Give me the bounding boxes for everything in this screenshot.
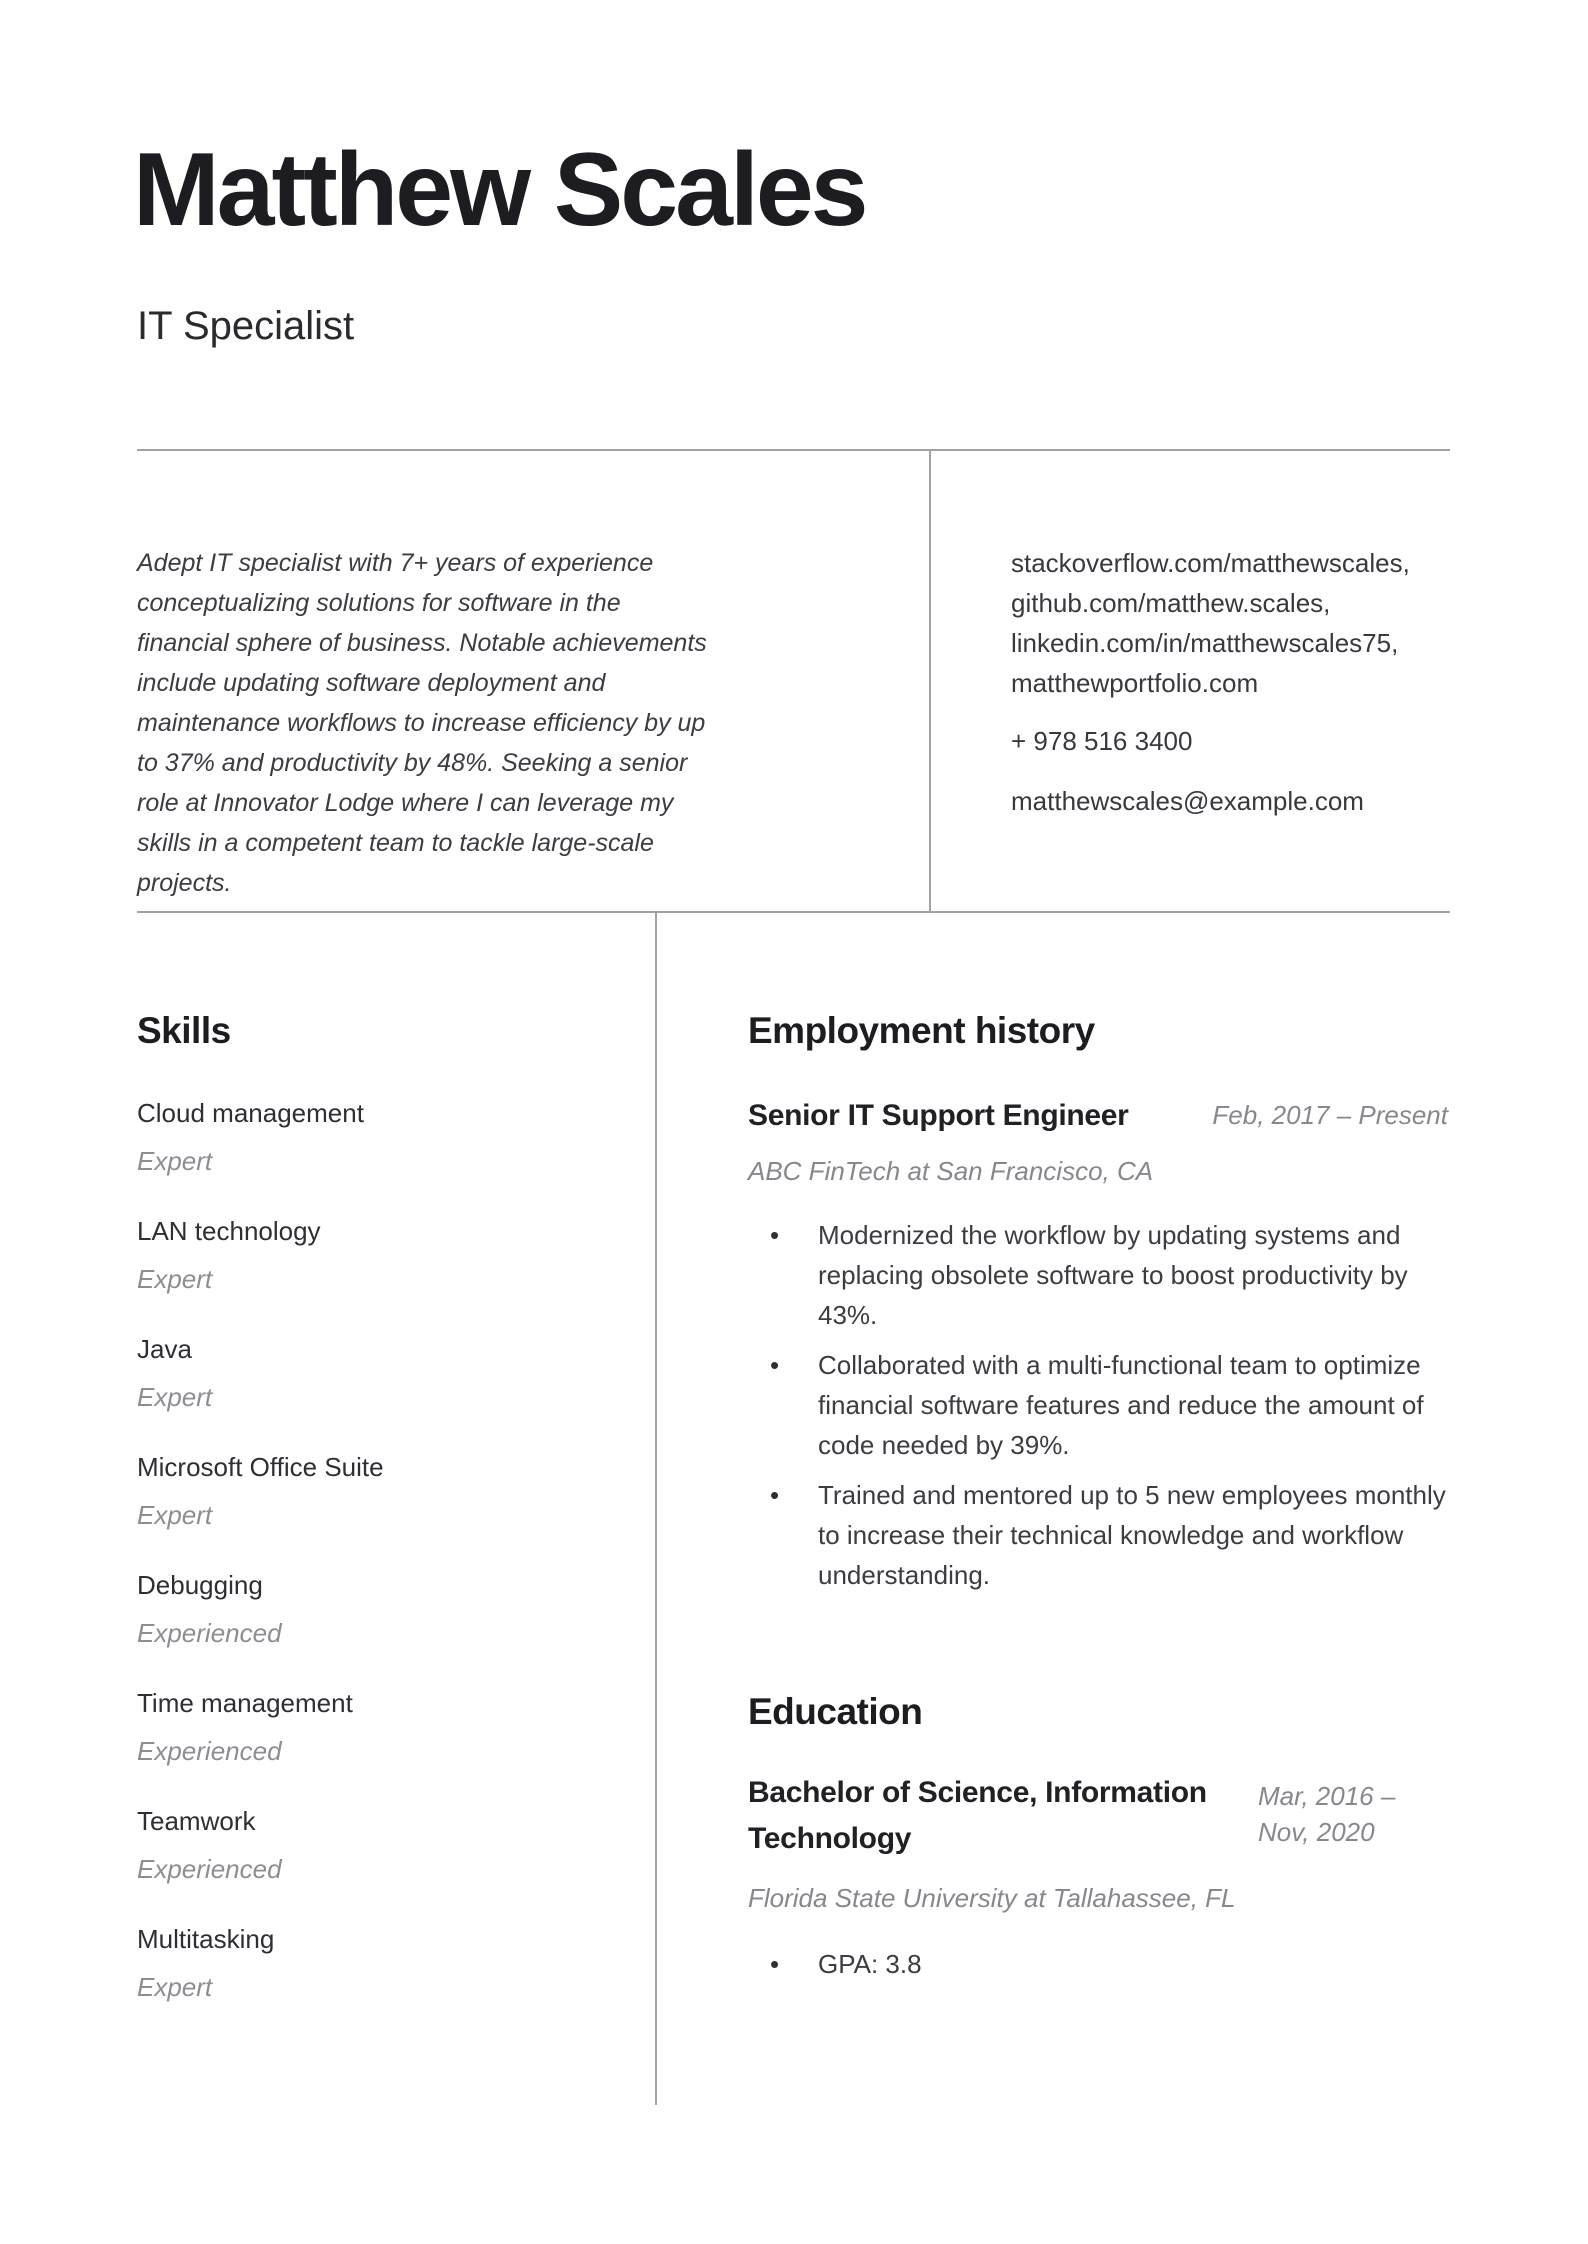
skill-level: Experienced bbox=[137, 1618, 282, 1648]
summary-text: Adept IT specialist with 7+ years of experience conceptualizing solutions for software in the financial sphere of business. Notable achievements include updating software deployment and maintenance workflows to increase efficiency by up to 37% and productivity by 48%. Seeking a senior role at Innovator Lodge where I can leverage my skills in a competent team to tackle large-scale projects. bbox=[137, 549, 707, 897]
skill-name: LAN technology bbox=[137, 1216, 321, 1246]
degree-title: Bachelor of Science, Information Technology bbox=[748, 1776, 1207, 1855]
job-dates: Feb, 2017 – Present bbox=[1212, 1100, 1448, 1130]
skill-item bbox=[137, 1447, 655, 1535]
skill-level: Expert bbox=[137, 1146, 213, 1176]
education-entry-head bbox=[748, 1774, 1448, 1862]
skill-name: Debugging bbox=[137, 1570, 263, 1600]
candidate-name: Matthew Scales bbox=[133, 132, 866, 248]
skill-level: Expert bbox=[137, 1264, 213, 1294]
education-bullet: • GPA: 3.8 bbox=[748, 1944, 1448, 1984]
employment-section bbox=[748, 1009, 1448, 1595]
school-name: Florida State University at Tallahassee, FL bbox=[748, 1883, 1236, 1913]
skill-name: Multitasking bbox=[137, 1924, 275, 1954]
education-entry bbox=[748, 1774, 1448, 1984]
contact-links bbox=[1011, 543, 1450, 703]
skill-item bbox=[137, 1329, 655, 1417]
skill-name: Java bbox=[137, 1334, 192, 1364]
skill-item bbox=[137, 1565, 655, 1653]
skill-level: Expert bbox=[137, 1382, 213, 1412]
job-company: ABC FinTech at San Francisco, CA bbox=[748, 1156, 1154, 1186]
education-section bbox=[748, 1690, 1448, 1984]
candidate-role: IT Specialist bbox=[137, 304, 355, 348]
skill-name: Microsoft Office Suite bbox=[137, 1452, 384, 1482]
skill-item bbox=[137, 1801, 655, 1889]
job-bullet: • Collaborated with a multi-functional team to optimize financial software features and reduce the amount of code needed by 39%. bbox=[748, 1345, 1448, 1465]
skills-heading: Skills bbox=[137, 1010, 231, 1051]
skills-section bbox=[137, 913, 657, 2105]
main-column bbox=[657, 913, 1450, 1994]
education-heading: Education bbox=[748, 1691, 923, 1732]
skill-item bbox=[137, 1211, 655, 1299]
skill-level: Experienced bbox=[137, 1854, 282, 1884]
bottom-section bbox=[137, 913, 1450, 2105]
skill-name: Teamwork bbox=[137, 1806, 256, 1836]
skill-item bbox=[137, 1919, 655, 2007]
contact-link-github[interactable]: github.com/matthew.scales, bbox=[1011, 588, 1331, 618]
skill-item bbox=[137, 1683, 655, 1771]
job-entry-head bbox=[748, 1093, 1448, 1139]
skill-name: Time management bbox=[137, 1688, 353, 1718]
job-bullet: • Trained and mentored up to 5 new employees monthly to increase their technical knowledge and workflow understanding. bbox=[748, 1475, 1448, 1595]
skills-list bbox=[137, 1093, 655, 2007]
education-dates: Mar, 2016 – Nov, 2020 bbox=[1258, 1781, 1396, 1847]
job-bullet: • Modernized the workflow by updating systems and replacing obsolete software to boost productivity by 43%. bbox=[748, 1215, 1448, 1335]
contact-section bbox=[931, 451, 1450, 911]
job-entry bbox=[748, 1093, 1448, 1595]
skill-item bbox=[137, 1093, 655, 1181]
skill-level: Expert bbox=[137, 1972, 213, 2002]
top-section bbox=[137, 451, 1450, 911]
skill-level: Experienced bbox=[137, 1736, 282, 1766]
summary-section bbox=[137, 451, 931, 911]
employment-heading: Employment history bbox=[748, 1010, 1095, 1051]
contact-link-portfolio[interactable]: matthewportfolio.com bbox=[1011, 668, 1259, 698]
contact-link-linkedin[interactable]: linkedin.com/in/matthewscales75, bbox=[1011, 628, 1399, 658]
education-bullet-list bbox=[748, 1944, 1448, 1984]
job-bullet-list bbox=[748, 1215, 1448, 1595]
skill-level: Expert bbox=[137, 1500, 213, 1530]
contact-phone[interactable]: + 978 516 3400 bbox=[1011, 726, 1193, 756]
contact-link-stackoverflow[interactable]: stackoverflow.com/matthewscales, bbox=[1011, 548, 1410, 578]
contact-email[interactable]: matthewscales@example.com bbox=[1011, 786, 1364, 816]
skill-name: Cloud management bbox=[137, 1098, 364, 1128]
job-title: Senior IT Support Engineer bbox=[748, 1099, 1129, 1132]
